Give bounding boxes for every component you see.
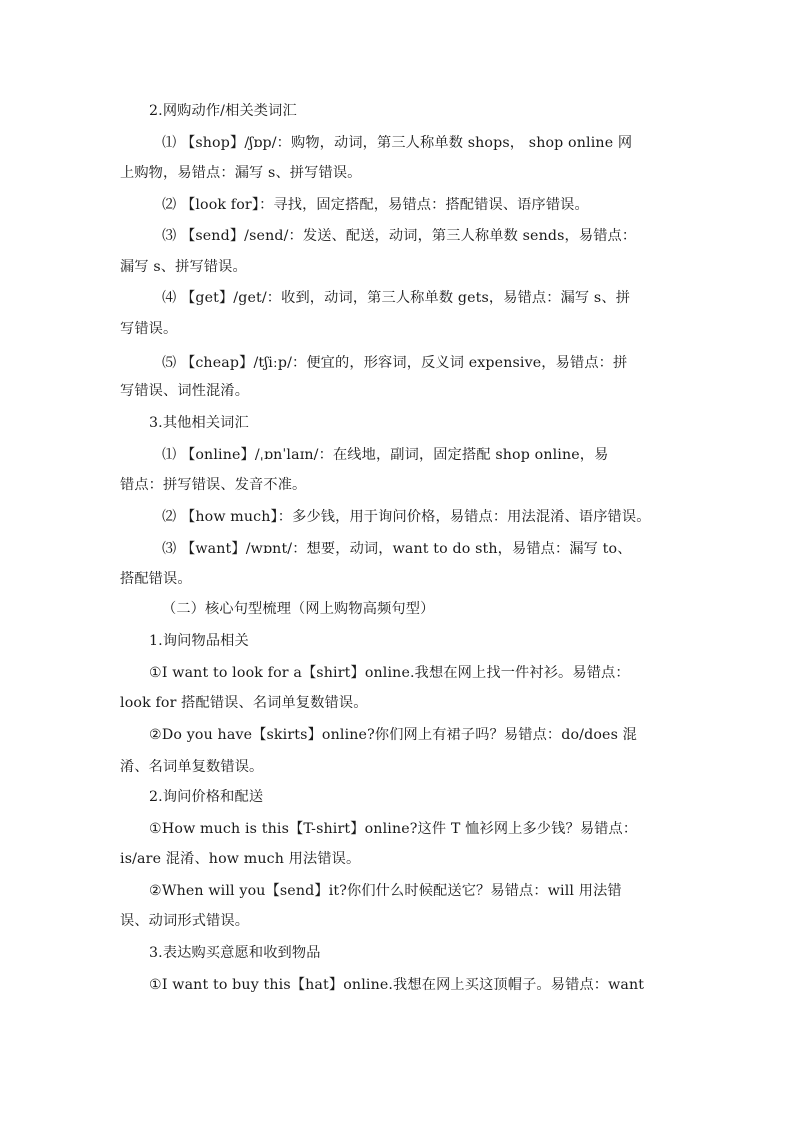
vocab-online-line1: ⑴ 【online】/ˌɒnˈlaɪn/：在线地，副词，固定搭配 shop online，易 [162, 447, 609, 463]
vocab-send-line1: ⑶ 【send】/send/：发送、配送，动词，第三人称单数 sends，易错点： [162, 228, 637, 244]
sent-hat-line1: ①I want to buy this【hat】online.我想在网上买这顶帽子。易错点：want [149, 977, 645, 993]
vocab-send-line2: 漏写 s、拼写错误。 [120, 259, 247, 275]
sent-send-line1: ②When will you【send】it?你们什么时候配送它？易错点：will 用法错 [149, 883, 622, 899]
vocab-want-line2: 搭配错误。 [120, 571, 192, 587]
vocab-get-line1: ⑷ 【get】/get/：收到，动词，第三人称单数 gets，易错点：漏写 s、拼 [162, 290, 631, 306]
vocab-shop-line2: 上购物，易错点：漏写 s、拼写错误。 [120, 165, 362, 181]
heading-vocab-other: 3.其他相关词汇 [149, 415, 249, 431]
sent-tshirt-line2: is/are 混淆、how much 用法错误。 [120, 851, 361, 867]
sent-shirt-line2: look for 搭配错误、名词单复数错误。 [120, 695, 368, 711]
section-sentences: （二）核心句型梳理（网上购物高频句型） [162, 601, 435, 617]
sent-tshirt-line1: ①How much is this【T-shirt】online?这件 T 恤衫网上多少钱？易错点： [149, 821, 638, 837]
vocab-get-line2: 写错误。 [120, 321, 178, 337]
sent-skirts-line2: 淆、名词单复数错误。 [120, 759, 264, 775]
vocab-cheap-line1: ⑸ 【cheap】/tʃiːp/：便宜的，形容词，反义词 expensive，易错点：拼 [162, 355, 628, 371]
heading-ask-price: 2.询问价格和配送 [149, 789, 264, 805]
vocab-shop-line1: ⑴ 【shop】/ʃɒp/：购物，动词，第三人称单数 shops， shop online 网 [162, 135, 633, 151]
heading-express: 3.表达购买意愿和收到物品 [149, 945, 321, 961]
vocab-want-line1: ⑶ 【want】/wɒnt/：想要，动词，want to do sth，易错点：漏写 to、 [162, 541, 632, 557]
heading-ask-item: 1.询问物品相关 [149, 633, 249, 649]
vocab-cheap-line2: 写错误、词性混淆。 [120, 383, 250, 399]
sent-send-line2: 误、动词形式错误。 [120, 913, 250, 929]
sent-skirts-line1: ②Do you have【skirts】online?你们网上有裙子吗？易错点：do/does 混 [149, 727, 637, 743]
vocab-online-line2: 错点：拼写错误、发音不准。 [120, 477, 307, 493]
vocab-how-much-line1: ⑵ 【how much】：多少钱，用于询问价格，易错点：用法混淆、语序错误。 [162, 509, 651, 525]
vocab-look-for-line1: ⑵ 【look for】：寻找，固定搭配，易错点：搭配错误、语序错误。 [162, 197, 589, 213]
heading-vocab-action: 2.网购动作/相关类词汇 [149, 103, 297, 119]
sent-shirt-line1: ①I want to look for a【shirt】online.我想在网上找一件衬衫。易错点： [149, 665, 630, 681]
